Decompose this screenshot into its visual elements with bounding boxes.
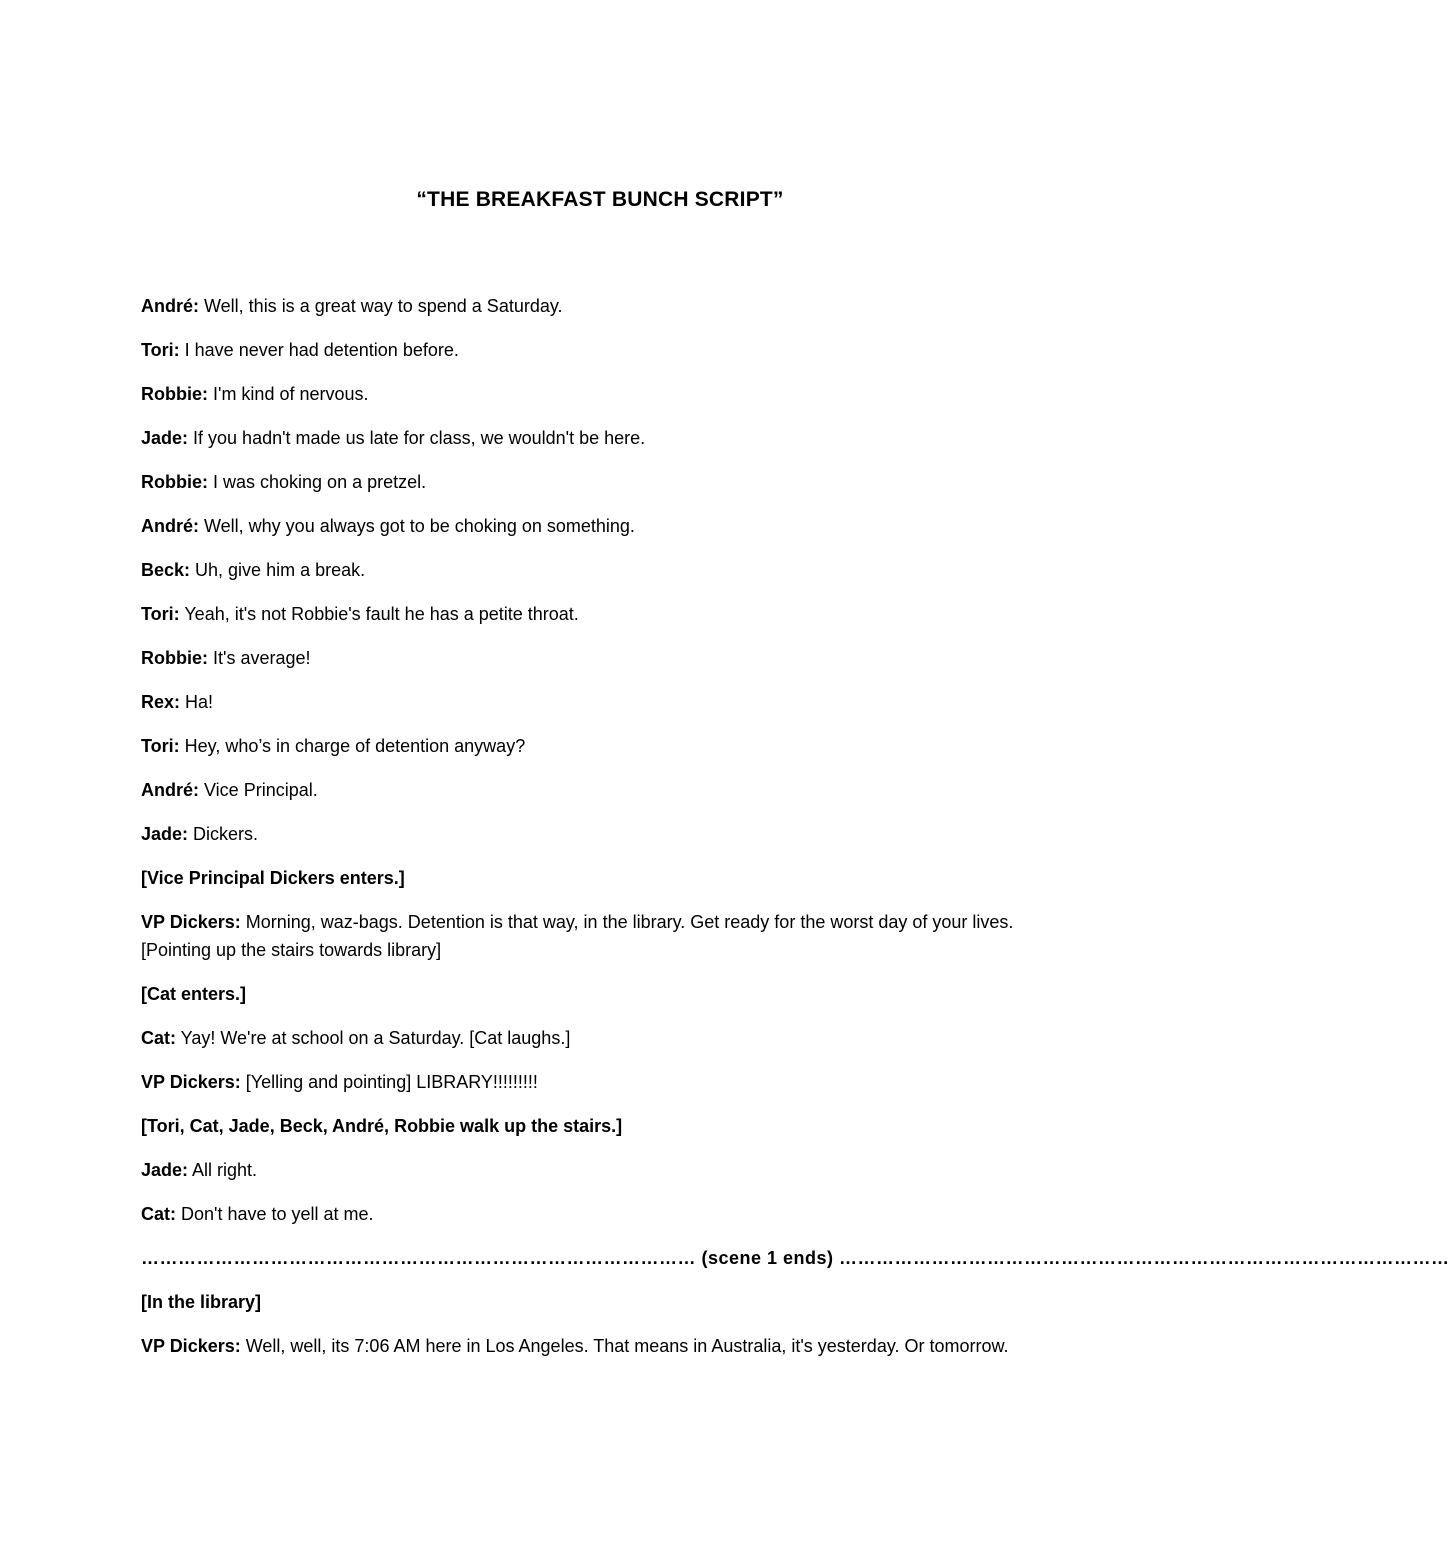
dialogue-line — [141, 644, 1061, 672]
dialogue-text: Well, why you always got to be choking on something. — [199, 516, 635, 536]
dialogue-text: If you hadn't made us late for class, we wouldn't be here. — [188, 428, 646, 448]
script-body — [141, 292, 1450, 1376]
speaker-name: André: — [141, 516, 199, 536]
dialogue-line — [141, 600, 1061, 628]
speaker-name: VP Dickers: — [141, 1336, 241, 1356]
dialogue-text: It's average! — [208, 648, 311, 668]
dialogue-text: I have never had detention before. — [179, 340, 459, 360]
speaker-name: Robbie: — [141, 648, 208, 668]
speaker-name: VP Dickers: — [141, 1072, 241, 1092]
speaker-name: Rex: — [141, 692, 181, 712]
dialogue-line — [141, 380, 1061, 408]
speaker-name: Jade: — [141, 428, 189, 448]
dialogue-line — [141, 556, 1061, 584]
speaker-name: Jade: — [141, 824, 189, 844]
speaker-name: Tori: — [141, 340, 180, 360]
dialogue-text: Ha! — [180, 692, 214, 712]
dialogue-text: Morning, waz-bags. Detention is that way, in the library. Get ready for the worst day of your lives. [Pointing up the stairs towards library] — [141, 912, 1014, 960]
dialogue-line — [141, 1068, 1061, 1096]
dialogue-text: Well, this is a great way to spend a Saturday. — [199, 296, 563, 316]
dialogue-text: Vice Principal. — [199, 780, 318, 800]
dialogue-line — [141, 336, 1061, 364]
speaker-name: Tori: — [141, 736, 180, 756]
dialogue-line — [141, 1024, 1061, 1052]
speaker-name: Beck: — [141, 560, 191, 580]
dialogue-text: Yay! We're at school on a Saturday. [Cat laughs.] — [176, 1028, 571, 1048]
speaker-name: Robbie: — [141, 384, 208, 404]
speaker-name: VP Dickers: — [141, 912, 241, 932]
dialogue-text: Don't have to yell at me. — [176, 1204, 374, 1224]
speaker-name: Cat: — [141, 1204, 176, 1224]
dialogue-text: Yeah, it's not Robbie's fault he has a petite throat. — [179, 604, 579, 624]
stage-direction: [Vice Principal Dickers enters.] — [141, 868, 405, 888]
dialogue-line — [141, 776, 1061, 804]
dialogue-line — [141, 1332, 1061, 1360]
speaker-name: Robbie: — [141, 472, 208, 492]
dialogue-line — [141, 688, 1061, 716]
dialogue-text: Hey, who’s in charge of detention anyway? — [179, 736, 526, 756]
dialogue-line — [141, 292, 1061, 320]
dialogue-line — [141, 1156, 1061, 1184]
speaker-name: André: — [141, 780, 199, 800]
speaker-name: André: — [141, 296, 199, 316]
dialogue-line — [141, 424, 1061, 452]
dialogue-text: Uh, give him a break. — [190, 560, 366, 580]
dialogue-line — [141, 732, 1061, 760]
dialogue-text: Well, well, its 7:06 AM here in Los Angeles. That means in Australia, it's yesterday. Or tomorrow. — [240, 1336, 1009, 1356]
stage-direction: [In the library] — [141, 1292, 262, 1312]
speaker-name: Tori: — [141, 604, 180, 624]
dialogue-line — [141, 468, 1061, 496]
dialogue-text: All right. — [188, 1160, 258, 1180]
dialogue-line — [141, 908, 1061, 964]
dialogue-text: [Yelling and pointing] LIBRARY!!!!!!!!! — [240, 1072, 538, 1092]
dialogue-text: Dickers. — [188, 824, 259, 844]
dialogue-text: I'm kind of nervous. — [208, 384, 369, 404]
stage-direction: [Tori, Cat, Jade, Beck, André, Robbie walk up the stairs.] — [141, 1116, 623, 1136]
stage-direction: [Cat enters.] — [141, 984, 247, 1004]
dialogue-line — [141, 1200, 1061, 1228]
dialogue-line — [141, 512, 1061, 540]
scene-divider: ……………………………………………………………………………… (scene 1 ends) ……………………………………………………………………………………… — [141, 1248, 1450, 1268]
speaker-name: Jade: — [141, 1160, 189, 1180]
dialogue-line — [141, 820, 1061, 848]
speaker-name: Cat: — [141, 1028, 176, 1048]
dialogue-text: I was choking on a pretzel. — [208, 472, 427, 492]
page-title: “THE BREAKFAST BUNCH SCRIPT” — [416, 188, 784, 211]
